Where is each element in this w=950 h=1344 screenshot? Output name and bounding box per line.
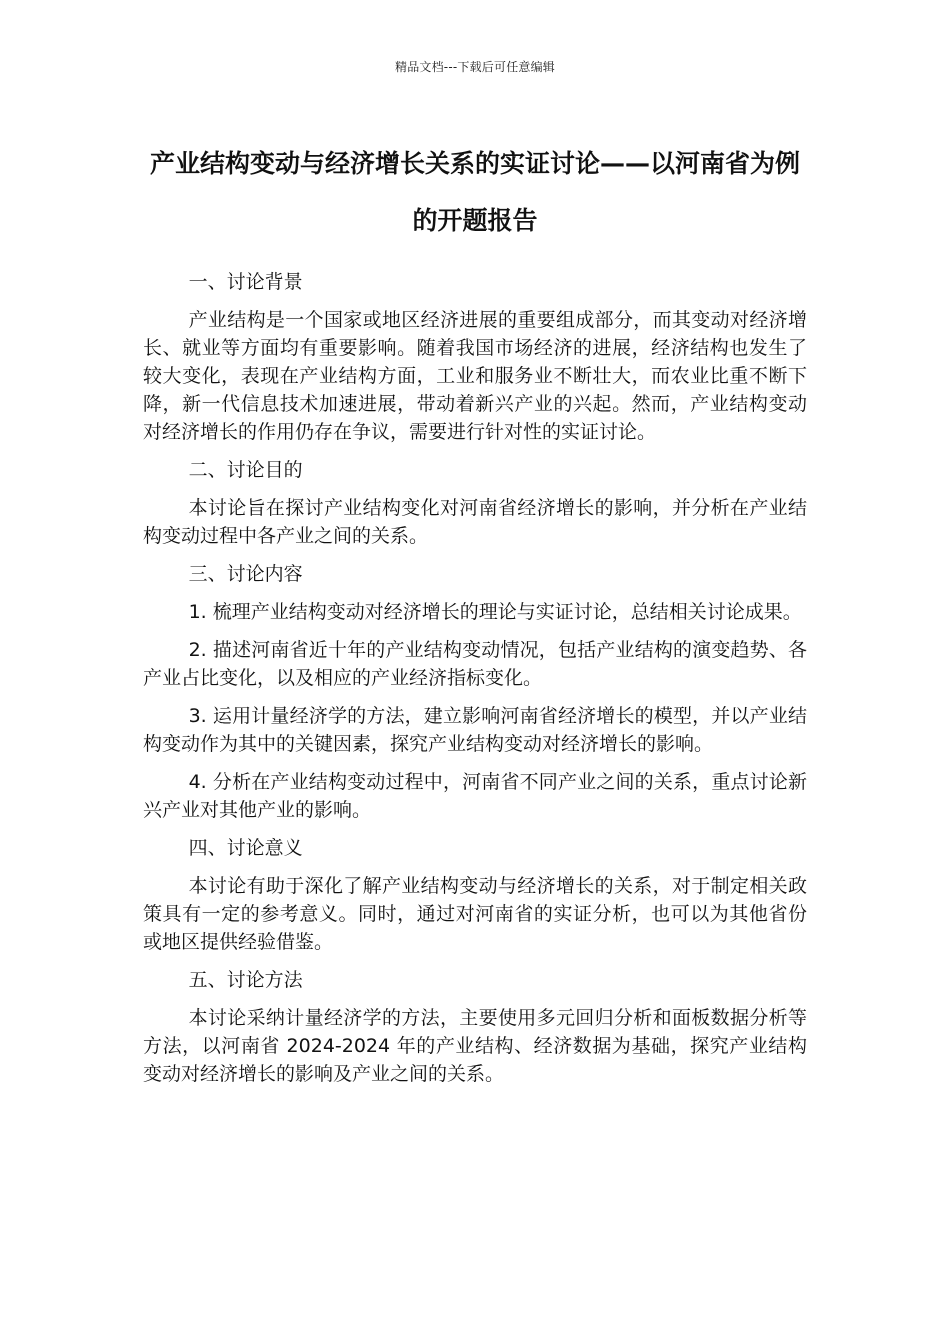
paragraph-significance: 本讨论有助于深化了解产业结构变动与经济增长的关系，对于制定相关政策具有一定的参考意义。同时，通过对河南省的实证分析，也可以为其他省份或地区提供经验借鉴。: [143, 875, 807, 953]
document-title: 产业结构变动与经济增长关系的实证讨论——以河南省为例的开题报告: [149, 149, 800, 235]
content-item-4: 4. 分析在产业结构变动过程中，河南省不同产业之间的关系，重点讨论新兴产业对其他产业的影响。: [143, 771, 807, 821]
content-item-1: 1. 梳理产业结构变动对经济增长的理论与实证讨论，总结相关讨论成果。: [188, 601, 802, 623]
paragraph-purpose: 本讨论旨在探讨产业结构变化对河南省经济增长的影响，并分析在产业结构变动过程中各产业之间的关系。: [143, 497, 807, 547]
header-note: 精品文档---下载后可任意编辑: [395, 60, 555, 74]
paragraph-background: 产业结构是一个国家或地区经济进展的重要组成部分，而其变动对经济增长、就业等方面均有重要影响。随着我国市场经济的进展，经济结构也发生了较大变化，表现在产业结构方面，工业和服务业不断壮大，而农业比重不断下降，新一代信息技术加速进展，带动着新兴产业的兴起。然而，产业结构变动对经济增长的作用仍存在争议，需要进行针对性的实证讨论。: [143, 309, 807, 443]
section-heading-background: 一、讨论背景: [188, 271, 303, 293]
content-item-3: 3. 运用计量经济学的方法，建立影响河南省经济增长的模型，并以产业结构变动作为其中的关键因素，探究产业结构变动对经济增长的影响。: [143, 705, 807, 755]
section-heading-purpose: 二、讨论目的: [188, 459, 303, 481]
document-body: [143, 268, 807, 1098]
section-heading-significance: 四、讨论意义: [188, 837, 303, 859]
content-item-2: 2. 描述河南省近十年的产业结构变动情况，包括产业结构的演变趋势、各产业占比变化，以及相应的产业经济指标变化。: [143, 639, 807, 689]
section-heading-method: 五、讨论方法: [188, 969, 303, 991]
paragraph-method: 本讨论采纳计量经济学的方法，主要使用多元回归分析和面板数据分析等方法，以河南省 2024-2024 年的产业结构、经济数据为基础，探究产业结构变动对经济增长的影响及产业之间的关系。: [143, 1007, 807, 1085]
section-heading-content: 三、讨论内容: [188, 563, 303, 585]
